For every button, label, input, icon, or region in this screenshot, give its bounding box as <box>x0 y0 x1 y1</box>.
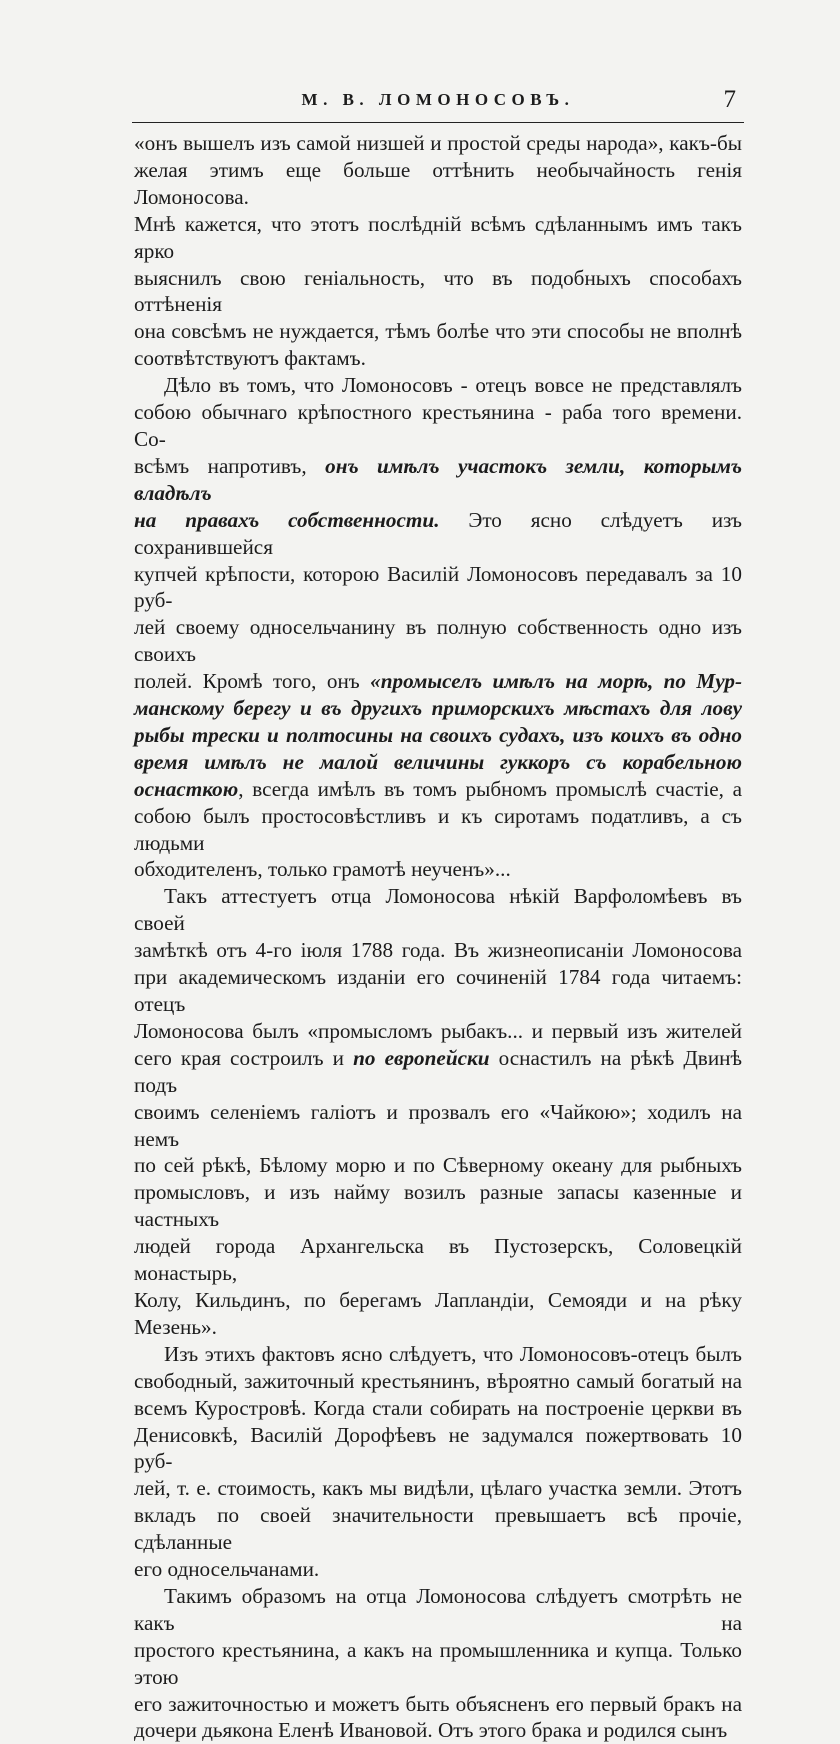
page-number: 7 <box>723 86 736 113</box>
italic-run: оснасткою <box>134 776 239 801</box>
running-title: М. В. ЛОМОНОСОВЪ. <box>301 90 575 109</box>
text-run: при академическомъ изданіи его сочиненій 1784 года читаемъ: отецъ <box>134 965 742 1016</box>
italic-run: на правахъ собственности. <box>134 507 440 532</box>
text-line <box>134 964 742 1018</box>
text-run: Дѣло въ томъ, что Ломоносовъ - отецъ вовсе не представлялъ <box>164 373 742 398</box>
text-line <box>134 372 742 399</box>
text-run: собою былъ простосовѣстливъ и къ сиротамъ податливъ, а съ людьми <box>134 803 742 855</box>
text-line <box>134 507 742 561</box>
text-line <box>134 1717 742 1744</box>
text-line <box>134 776 742 803</box>
text-line <box>134 1395 742 1422</box>
text-run: , всегда имѣлъ въ томъ рыбномъ промыслѣ счастіе, а <box>238 776 742 801</box>
text-line <box>134 1475 742 1502</box>
italic-run: рыбы трески и полтосины на своихъ судахъ, изъ коихъ въ одно <box>134 722 742 747</box>
text-run: своимъ селеніемъ галіотъ и прозвалъ его «Чайкою»; ходилъ на немъ <box>134 1099 742 1151</box>
text-line <box>134 1556 742 1583</box>
text-line <box>134 856 742 883</box>
text-run: Такъ аттестуетъ отца Ломоносова нѣкій Варфоломѣевъ въ своей <box>134 884 742 936</box>
text-line <box>134 695 742 722</box>
text-run: собою обычнаго крѣпостного крестьянина - раба того времени. Со- <box>134 400 742 451</box>
text-line <box>134 1502 742 1556</box>
text-run: простого крестьянина, а какъ на промышленника и купца. Только этою <box>134 1637 742 1689</box>
text-line <box>134 265 742 319</box>
page-header <box>132 86 744 123</box>
text-run: замѣткѣ отъ 4-го іюля 1788 года. Въ жизнеописаніи Ломоносова <box>134 938 742 963</box>
text-line <box>134 1045 742 1099</box>
text-run: сего края состроилъ и <box>134 1045 354 1070</box>
text-run: лей, т. е. стоимость, какъ мы видѣли, цѣлаго участка земли. Этотъ <box>134 1476 742 1501</box>
text-run: промысловъ, и изъ найму возилъ разные запасы казенные и частныхъ <box>134 1180 742 1232</box>
text-line <box>134 453 742 507</box>
text-run: Ломоносова былъ «промысломъ рыбакъ... и первый изъ жителей <box>134 1018 742 1043</box>
text-line <box>134 1152 742 1179</box>
text-run: купчей крѣпости, которою Василій Ломоносовъ передавалъ за 10 руб- <box>134 561 742 613</box>
body-text <box>134 130 742 1744</box>
text-run: Изъ этихъ фактовъ ясно слѣдуетъ, что Ломоносовъ-отецъ былъ <box>164 1341 742 1366</box>
text-line <box>134 130 742 157</box>
text-line <box>134 211 742 265</box>
text-run: оснастилъ на рѣкѣ Двинѣ подъ <box>134 1045 742 1097</box>
text-run: всемъ Куростровѣ. Когда стали собирать на построеніе церкви въ <box>134 1395 742 1420</box>
text-line <box>134 722 742 749</box>
text-line <box>134 157 742 211</box>
text-line <box>134 937 742 964</box>
text-line <box>134 1341 742 1368</box>
text-run: людей города Архангельска въ Пустозерскъ, Соловецкій монастырь, <box>134 1234 742 1286</box>
text-run: Колу, Кильдинъ, по берегамъ Лапландіи, Семояди и на рѣку Мезень». <box>134 1287 742 1339</box>
text-run: обходителенъ, только грамотѣ неученъ»... <box>134 857 511 882</box>
text-line <box>134 1583 742 1637</box>
text-run: дочери дьякона Еленѣ Ивановой. Отъ этого брака и родился сынъ <box>134 1718 728 1743</box>
text-line <box>134 1422 742 1476</box>
italic-run: манскому берегу и въ другихъ приморскихъ мѣстахъ для лову <box>134 696 742 721</box>
text-line <box>134 1233 742 1287</box>
text-line <box>134 1018 742 1045</box>
text-run: Это ясно слѣдуетъ изъ сохранившейся <box>134 507 742 559</box>
text-line <box>134 883 742 937</box>
text-line <box>134 1099 742 1153</box>
text-line <box>134 1691 742 1718</box>
italic-run: по европейски <box>353 1045 490 1070</box>
text-run: желая этимъ еще больше оттѣнить необычайность генія Ломоносова. <box>134 157 742 209</box>
text-run: соотвѣтствуютъ фактамъ. <box>134 346 366 371</box>
text-run: по сей рѣкѣ, Бѣлому морю и по Сѣверному океану для рыбныхъ <box>134 1153 742 1178</box>
italic-run: «промыселъ имѣлъ на морѣ, по Мур- <box>370 669 743 694</box>
italic-run: онъ имѣлъ участокъ земли, которымъ владѣлъ <box>134 453 742 505</box>
text-line <box>134 1368 742 1395</box>
text-run: полей. Кромѣ того, онъ <box>134 669 371 694</box>
text-run: лей своему односельчанину въ полную собственность одно изъ своихъ <box>134 615 742 667</box>
text-run: его односельчанами. <box>134 1557 320 1582</box>
text-line <box>134 345 742 372</box>
text-line <box>134 668 742 695</box>
text-run: всѣмъ напротивъ, <box>134 453 326 478</box>
text-line <box>134 614 742 668</box>
text-line <box>134 318 742 345</box>
text-run: Мнѣ кажется, что этотъ послѣдній всѣмъ сдѣланнымъ имъ такъ ярко <box>134 211 742 263</box>
text-line <box>134 1637 742 1691</box>
text-run: его зажиточностью и можетъ быть объясненъ его первый бракъ на <box>134 1691 742 1716</box>
text-line <box>134 1287 742 1341</box>
text-line <box>134 1179 742 1233</box>
text-line <box>134 803 742 857</box>
text-run: она совсѣмъ не нуждается, тѣмъ болѣе что эти способы не вполнѣ <box>134 319 742 344</box>
text-line <box>134 561 742 615</box>
text-run: свободный, зажиточный крестьянинъ, вѣроятно самый богатый на <box>134 1368 742 1393</box>
text-run: выяснилъ свою геніальность, что въ подобныхъ способахъ оттѣненія <box>134 265 742 317</box>
italic-run: время имѣлъ не малой величины гуккоръ съ корабельною <box>134 749 742 774</box>
text-run: вкладъ по своей значительности превышаетъ всѣ прочіе, сдѣланные <box>134 1503 742 1555</box>
text-run: «онъ вышелъ изъ самой низшей и простой среды народа», какъ-бы <box>134 131 742 155</box>
text-run: Денисовкѣ, Василій Дорофѣевъ не задумался пожертвовать 10 руб- <box>134 1422 742 1474</box>
text-line <box>134 399 742 453</box>
text-line <box>134 749 742 776</box>
text-run: Такимъ образомъ на отца Ломоносова слѣдуетъ смотрѣть не какъ на <box>134 1583 742 1635</box>
